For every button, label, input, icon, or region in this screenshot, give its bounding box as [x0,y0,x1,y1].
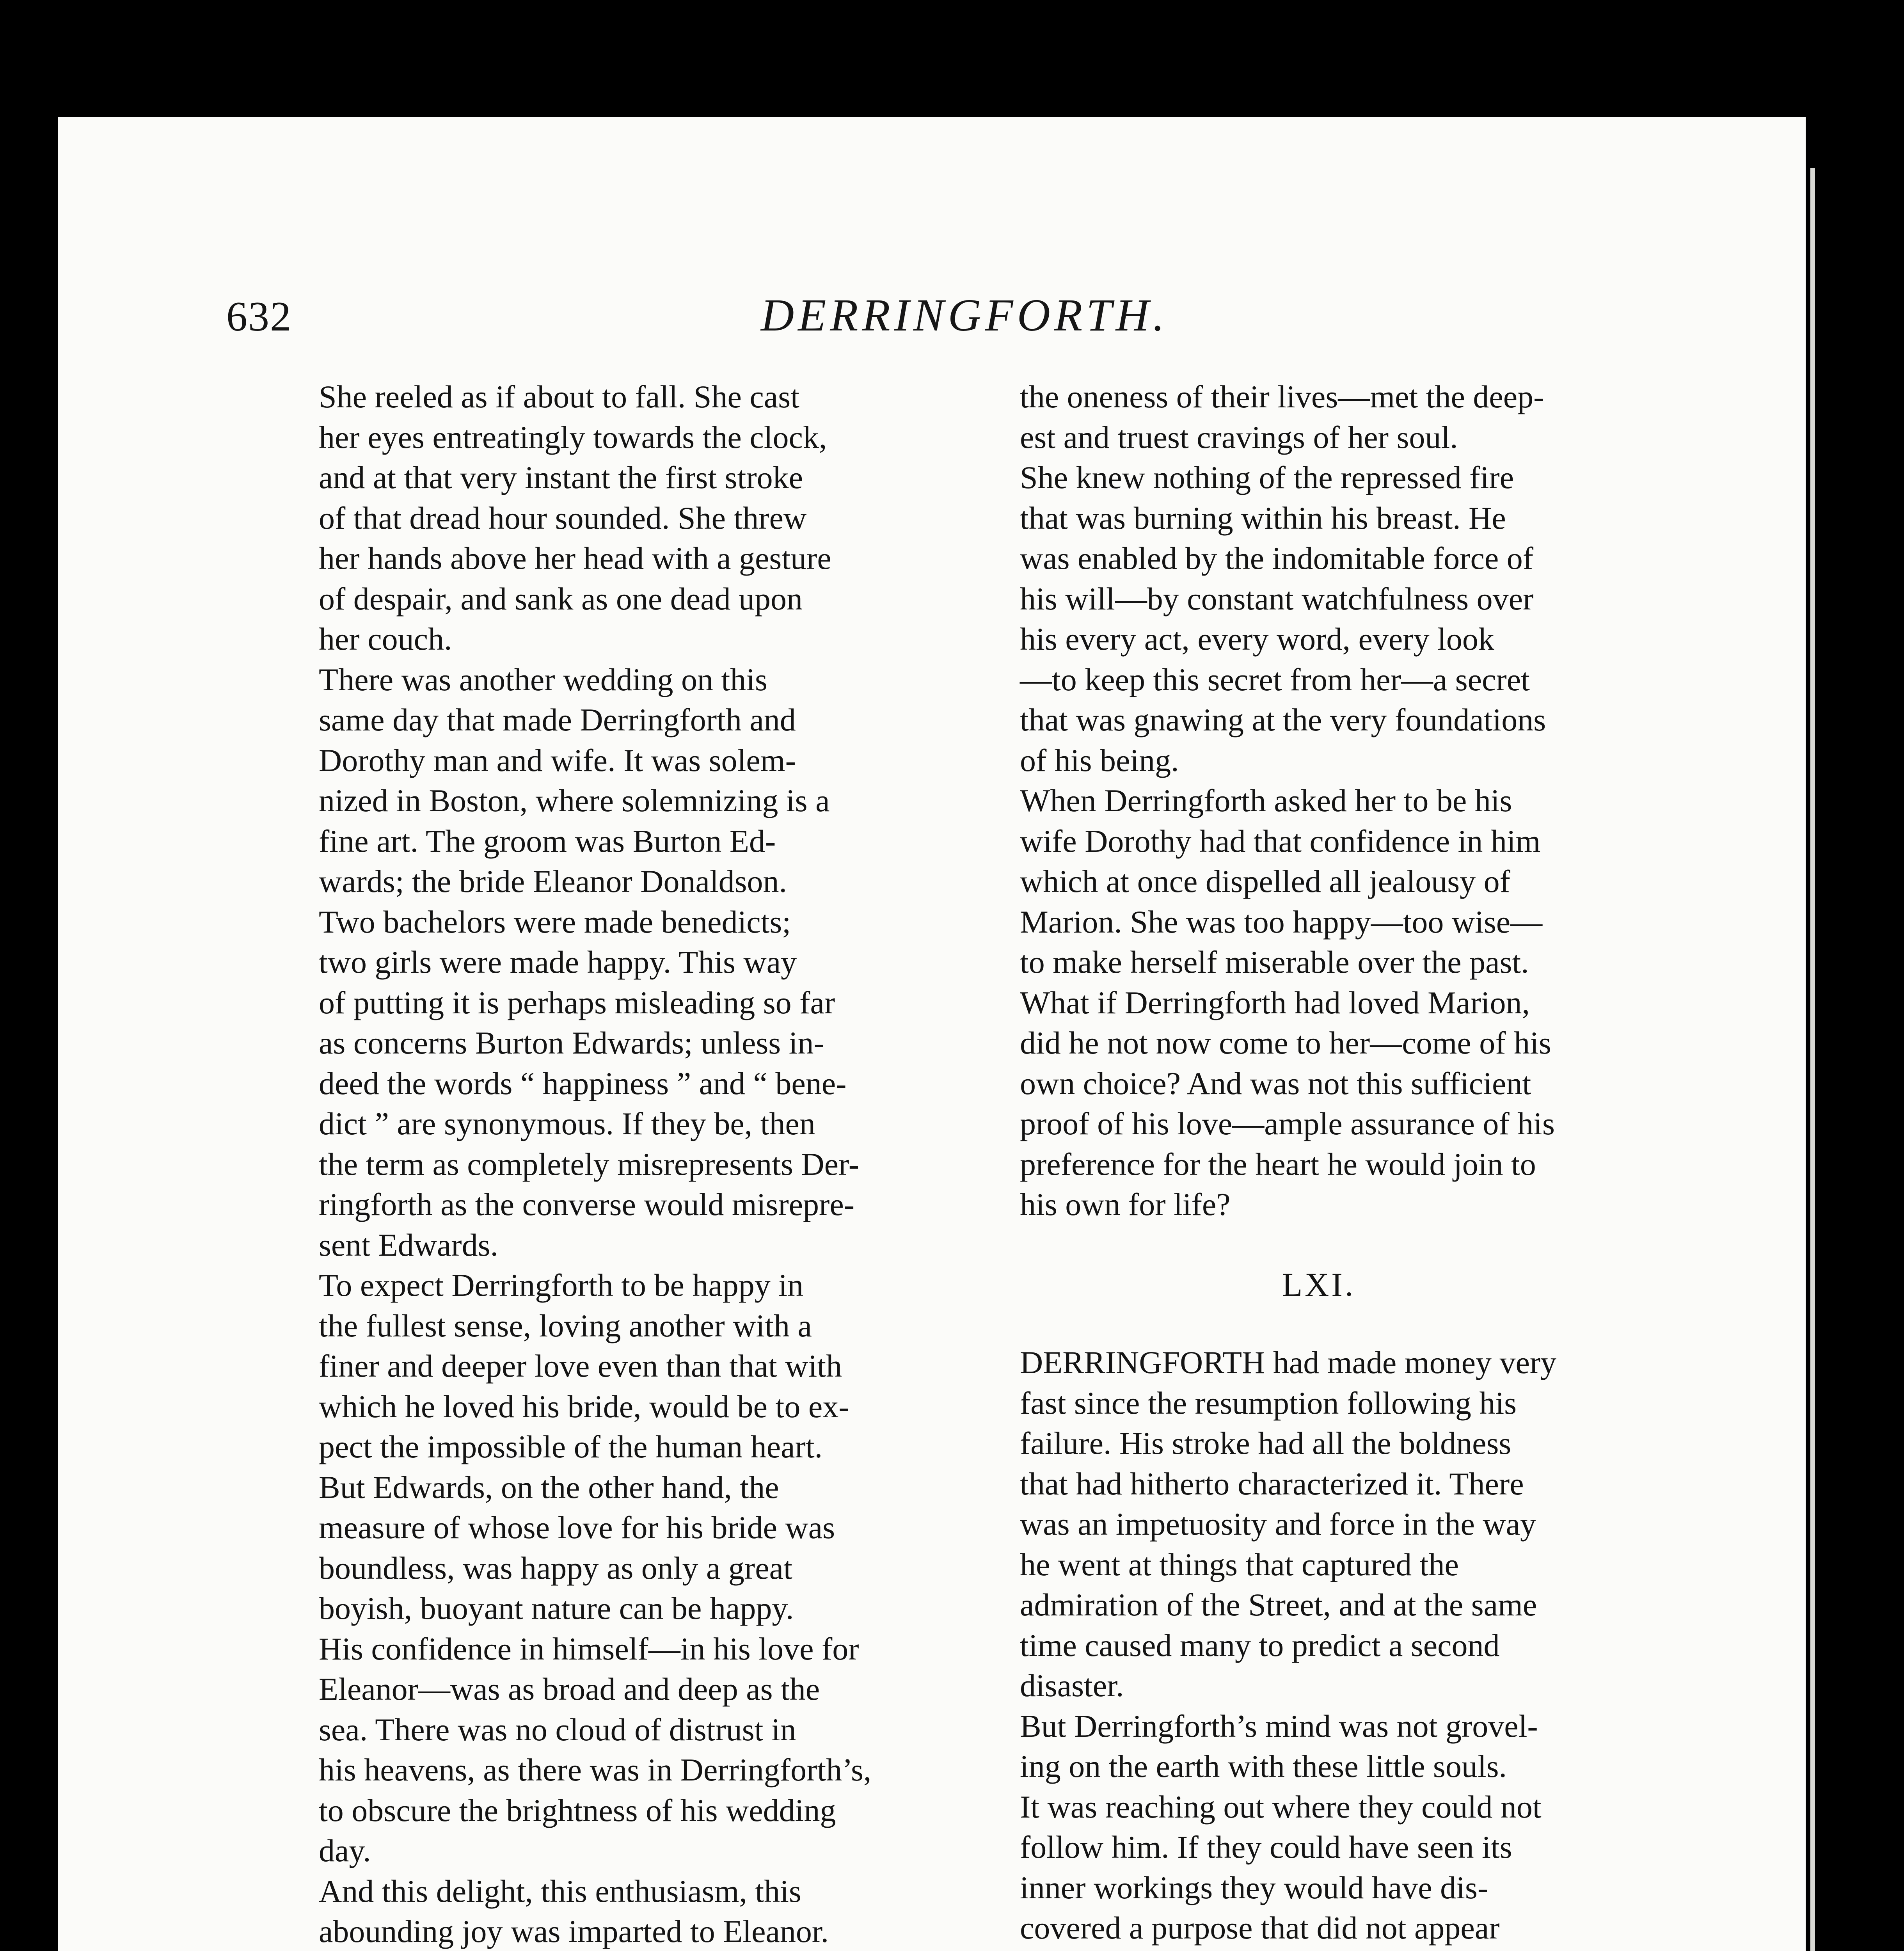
text-line: her eyes entreatingly towards the clock, [319,419,827,455]
text-line: est and truest cravings of her soul. [1020,419,1458,455]
text-line: sent Edwards. [319,1227,499,1263]
paragraph [985,377,1653,457]
text-line: finer and deeper love even than that with [319,1348,842,1384]
text-line: day. [319,1833,371,1868]
text-line: his heavens, as there was in Derringforth’s, [319,1752,872,1788]
text-line: It was reaching out where they could not [1020,1789,1542,1825]
text-line: the fullest sense, loving another with a [319,1308,812,1343]
paragraph [985,1706,1653,1951]
text-line: She reeled as if about to fall. She cast [319,379,799,414]
text-line: which at once dispelled all jealousy of [1020,864,1510,899]
text-line: of his being. [1020,742,1179,778]
text-line: nized in Boston, where solemnizing is a [319,783,830,818]
text-line: that had hitherto characterized it. There [1020,1466,1524,1501]
text-line: disaster. [1020,1668,1124,1703]
right-text-column [985,377,1653,1951]
text-line: and at that very instant the first stroke [319,460,803,495]
right-column-top-text [985,377,1653,1225]
text-line: To expect Derringforth to be happy in [319,1267,804,1303]
right-column-bottom-text [985,1342,1653,1951]
text-line: own choice? And was not this sufficient [1020,1065,1531,1101]
text-line: of despair, and sank as one dead upon [319,581,803,617]
text-line: measure of whose love for his bride was [319,1510,835,1545]
text-line: There was another wedding on this [319,661,767,697]
text-line: the term as completely misrepresents Der- [319,1146,860,1182]
text-line: She knew nothing of the repressed fire [1020,460,1514,495]
text-line: And this delight, this enthusiasm, this [319,1873,801,1909]
text-line: as concerns Burton Edwards; unless in- [319,1025,824,1061]
text-line: fast since the resumption following his [1020,1385,1517,1421]
text-line: that was gnawing at the very foundations [1020,702,1546,737]
text-line: of putting it is perhaps misleading so far [319,984,835,1020]
text-line: What if Derringforth had loved Marion, [1020,984,1530,1020]
text-line: ing on the earth with these little souls. [1020,1748,1507,1784]
text-line: same day that made Derringforth and [319,702,796,737]
text-line: preference for the heart he would join to [1020,1146,1536,1182]
text-line: proof of his love—ample assurance of his [1020,1106,1555,1141]
text-line: time caused many to predict a second [1020,1627,1500,1663]
text-line: fine art. The groom was Burton Ed- [319,823,776,859]
paragraph [985,1342,1653,1706]
paragraph [985,780,1653,1225]
text-line: follow him. If they could have seen its [1020,1829,1512,1865]
text-line: ringforth as the converse would misrepre- [319,1187,855,1222]
text-line: Dorothy man and wife. It was solem- [319,742,796,778]
page-gutter-edge [1810,168,1815,1951]
text-line: his every act, every word, every look [1020,621,1494,657]
text-line: pect the impossible of the human heart. [319,1429,823,1464]
paragraph [284,377,952,659]
text-line: When Derringforth asked her to be his [1020,783,1512,818]
paragraph [985,457,1653,780]
text-line: her hands above her head with a gesture [319,540,831,576]
text-line: But Edwards, on the other hand, the [319,1469,779,1505]
text-line: her couch. [319,621,452,657]
text-line: covered a purpose that did not appear [1020,1910,1500,1946]
text-line: to obscure the brightness of his wedding [319,1792,836,1828]
text-line: Two bachelors were made benedicts; [319,904,791,940]
text-line: did he not now come to her—come of his [1020,1025,1551,1061]
page-number: 632 [226,293,292,340]
text-line: was an impetuosity and force in the way [1020,1506,1536,1542]
chapter-heading: LXI. [1282,1265,1356,1303]
text-line: deed the words “ happiness ” and “ bene- [319,1065,847,1101]
text-line: Eleanor—was as broad and deep as the [319,1671,820,1707]
paragraph [284,659,952,1265]
left-text-column [284,377,952,1951]
text-line: he went at things that captured the [1020,1546,1459,1582]
text-line: sea. There was no cloud of distrust in [319,1711,796,1747]
text-line: two girls were made happy. This way [319,944,797,980]
text-line: that was burning within his breast. He [1020,500,1506,536]
text-line: wife Dorothy had that confidence in him [1020,823,1541,859]
text-line: was enabled by the indomitable force of [1020,540,1534,576]
text-line [985,1948,1653,1951]
text-line: which he loved his bride, would be to ex- [319,1388,849,1424]
text-line: of that dread hour sounded. She threw [319,500,807,536]
text-line: admiration of the Street, and at the same [1020,1587,1537,1622]
text-line: But Derringforth’s mind was not grovel- [1020,1708,1538,1744]
text-line: His confidence in himself—in his love for [319,1631,859,1667]
text-line: dict ” are synonymous. If they be, then [319,1106,815,1141]
running-title: DERRINGFORTH. [761,290,1169,341]
text-line: his will—by constant watchfulness over [1020,581,1534,617]
text-line: —to keep this secret from her—a secret [1020,661,1530,697]
text-line: to make herself miserable over the past. [1020,944,1529,980]
text-line: DERRINGFORTH had made money very [1020,1345,1557,1380]
text-line: wards; the bride Eleanor Donaldson. [319,864,787,899]
paragraph [284,1265,952,1871]
text-line: boyish, buoyant nature can be happy. [319,1590,794,1626]
text-line: Marion. She was too happy—too wise— [1020,904,1543,940]
text-line: the oneness of their lives—met the deep- [1020,379,1544,414]
text-line: inner workings they would have dis- [1020,1869,1488,1905]
text-line: abounding joy was imparted to Eleanor. [319,1914,829,1949]
text-line: boundless, was happy as only a great [319,1550,792,1586]
text-line: his own for life? [1020,1187,1231,1222]
paragraph [284,1871,952,1951]
text-line: failure. His stroke had all the boldness [1020,1425,1511,1461]
page-header [226,281,1592,341]
